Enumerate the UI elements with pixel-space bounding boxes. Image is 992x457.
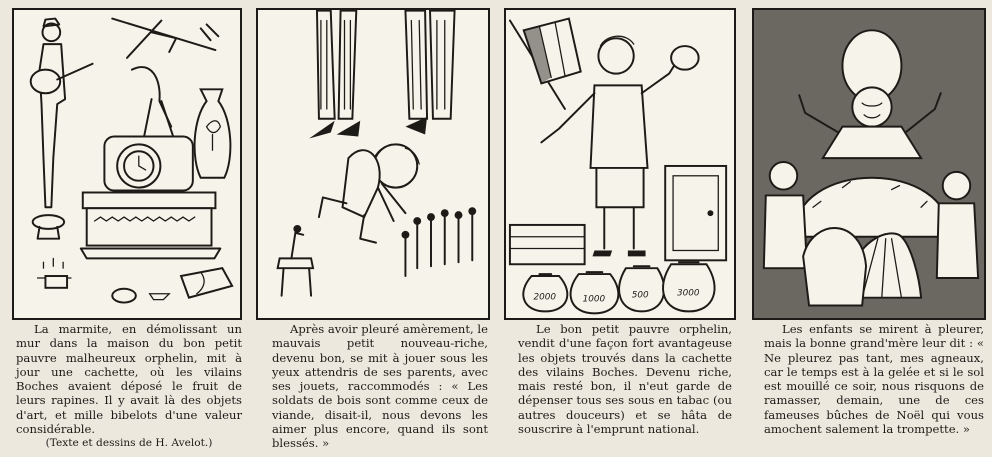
panel-3-caption [518, 322, 732, 436]
bag-label-2: 1000 [582, 294, 606, 305]
panel-4-text: Les enfants se mirent à pleurer, mais la bonne grand'mère leur dit : « Ne pleurez pas tant, mes agneaux, car le temps est à la gelée et si le sol est mouillé ce soir, nous risquons de ramasser, demain, une de ces fameuses bûches de Noël qui vous amochent salement la trompette. » [764, 322, 984, 437]
grandmother [793, 30, 950, 236]
wooden-soldiers [402, 207, 477, 276]
grandmother-and-children-drawing [754, 10, 984, 318]
art-objects-drawing [14, 10, 240, 318]
panel-1-illustration [12, 8, 242, 320]
bag-label-1: 2000 [533, 292, 556, 303]
money-bags [523, 262, 714, 313]
boy-playing-soldiers-drawing [258, 10, 488, 318]
toy-horse-rider [278, 225, 313, 296]
panel-1-caption [16, 322, 242, 451]
panel-4-caption [764, 322, 984, 436]
panel-4-illustration [752, 8, 986, 320]
crossed-utensils [112, 19, 218, 58]
small-trinkets [38, 258, 233, 302]
panel-2-text: Après avoir pleuré amèrement, le mauvais petit nouveau-riche, devenu bon, se mit à jouer sous les yeux attendris de ses parents, avec ses jouets, raccommodés : « Les soldats de bois sont comme ceux de viande, disait-il, nous devons les aimer plus encore, quand ils sont blessés. » [272, 322, 488, 451]
panel-3-illustration [504, 8, 736, 320]
crouching-boy [319, 144, 419, 242]
trunk [510, 225, 585, 264]
orphel-money-bags-drawing [506, 10, 734, 318]
vase [195, 89, 231, 177]
bag-label-4: 3000 [677, 288, 700, 299]
parents-legs [309, 11, 454, 139]
panel-2-caption [272, 322, 488, 451]
panel-1-text: La marmite, en démolissant un mur dans la maison du bon petit pauvre malheureux orphelin, mit à jour une cachette, où les vilains Boches avaient déposé le fruit de leurs rapines. Il y avait là des objets d'art, et mille bibelots d'une valeur considérable. [16, 322, 242, 437]
panel-2-illustration [256, 8, 490, 320]
safe-box [665, 166, 726, 260]
panel-3-text: Le bon petit pauvre orphelin, vendit d'une façon fort avantageuse les objets trouvés dans la cachette des vilains Boches. Devenu riche, mais resté bon, il n'eut garde de dépenser tous ses sous en tabac (ou autres douceurs) et se hâta de souscrire à l'emprunt national. [518, 322, 732, 437]
author-credit: (Texte et dessins de H. Avelot.) [45, 437, 213, 450]
bag-label-3: 500 [631, 290, 649, 301]
flag [510, 19, 581, 109]
